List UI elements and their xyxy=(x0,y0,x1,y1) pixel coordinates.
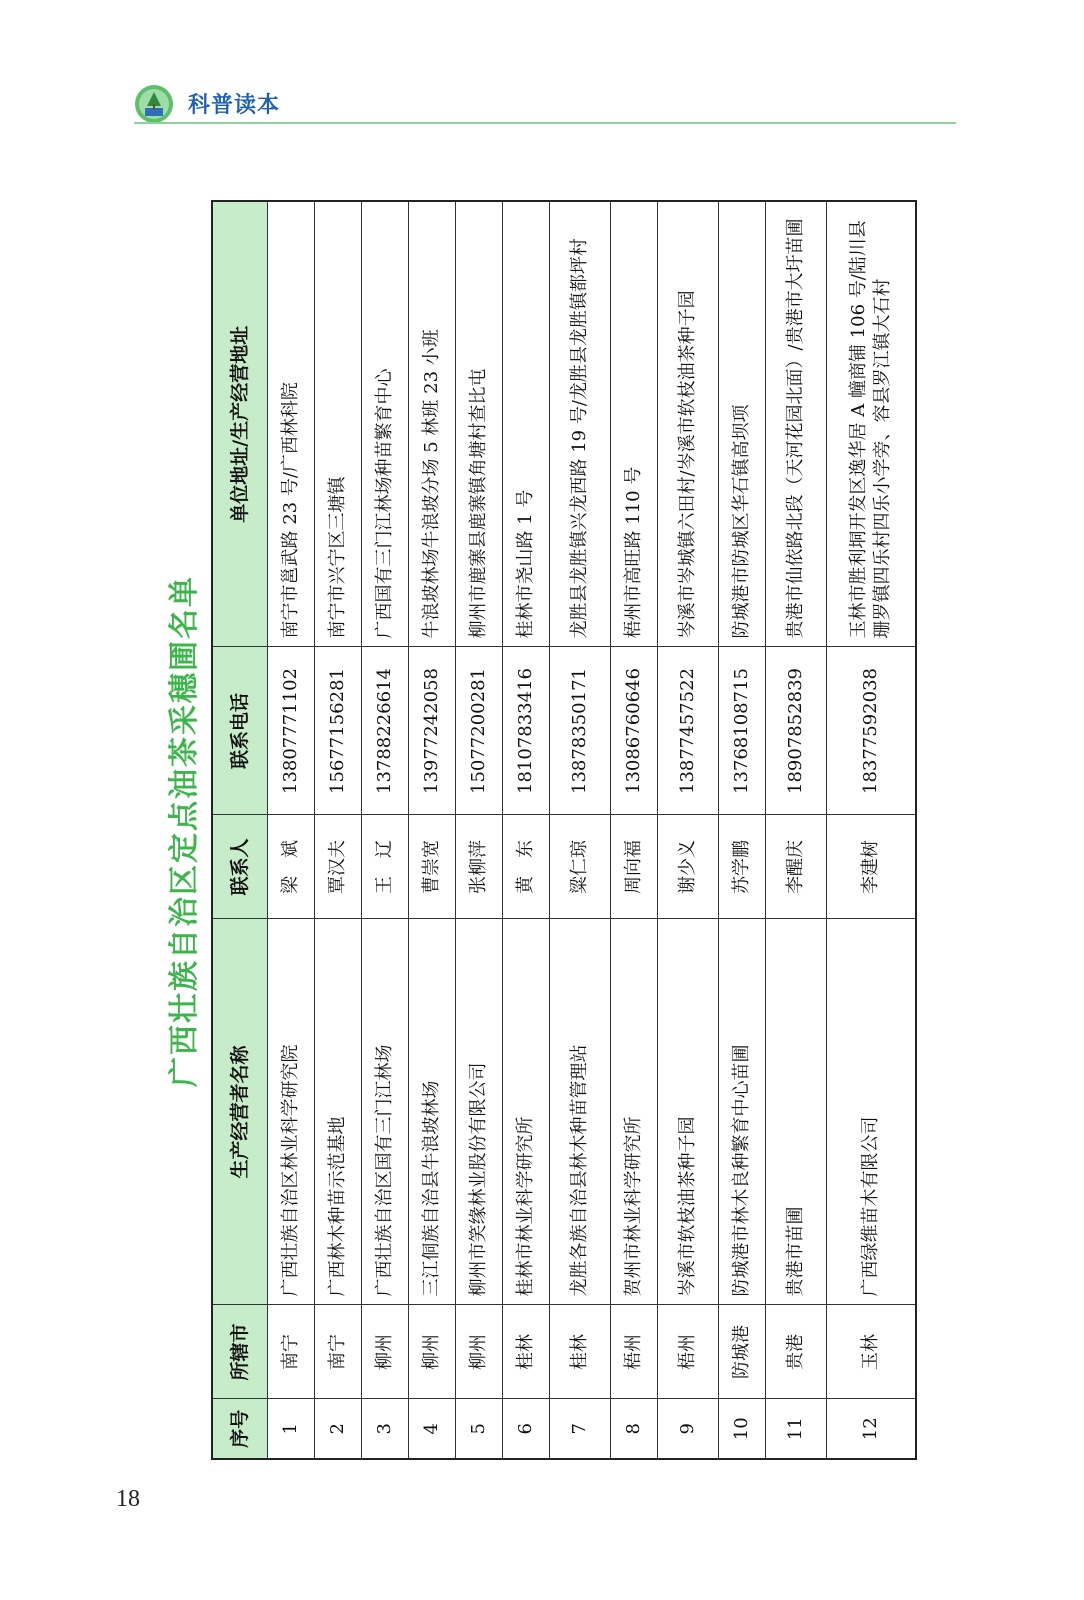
cell-index: 11 xyxy=(766,1399,827,1459)
header-contact: 联系人 xyxy=(212,815,268,919)
cell-name: 贵港市苗圃 xyxy=(766,919,827,1305)
cell-phone: 13807771102 xyxy=(268,647,315,815)
table-row xyxy=(456,201,503,1459)
table-row xyxy=(503,201,550,1459)
cell-index: 3 xyxy=(362,1399,409,1459)
cell-city: 梧州 xyxy=(658,1305,719,1399)
cell-address: 南宁市兴宁区三塘镇 xyxy=(315,201,362,647)
cell-index: 2 xyxy=(315,1399,362,1459)
header-city: 所辖市 xyxy=(212,1305,268,1399)
cell-index: 12 xyxy=(827,1399,917,1459)
table-row xyxy=(409,201,456,1459)
cell-phone: 18907852839 xyxy=(766,647,827,815)
cell-city: 柳州 xyxy=(409,1305,456,1399)
cell-address: 贵港市仙依路北段（天河花园北面）/贵港市大圩苗圃 xyxy=(766,201,827,647)
cell-name: 三江侗族自治县牛浪坡林场 xyxy=(409,919,456,1305)
book-tree-logo-icon xyxy=(134,84,174,124)
cell-address: 玉林市胜利垌开发区逸华居 A 幢商铺 106 号/陆川县珊罗镇四乐村四乐小学旁、容县罗江镇大石村 xyxy=(827,201,917,647)
cell-name: 防城港市林木良种繁育中心苗圃 xyxy=(719,919,766,1305)
page-number: 18 xyxy=(116,1486,140,1512)
cell-phone: 13788226614 xyxy=(362,647,409,815)
cell-name: 广西壮族自治区林业科学研究院 xyxy=(268,919,315,1305)
page-header xyxy=(134,84,954,124)
cell-city: 南宁 xyxy=(315,1305,362,1399)
cell-index: 4 xyxy=(409,1399,456,1459)
cell-name: 龙胜各族自治县林木种苗管理站 xyxy=(550,919,611,1305)
cell-contact: 李建树 xyxy=(827,815,917,919)
cell-name: 岑溪市软枝油茶种子园 xyxy=(658,919,719,1305)
cell-index: 6 xyxy=(503,1399,550,1459)
cell-index: 1 xyxy=(268,1399,315,1459)
header-index: 序号 xyxy=(212,1399,268,1459)
cell-address: 南宁市邕武路 23 号/广西林科院 xyxy=(268,201,315,647)
cell-name: 柳州市笑缘林业股份有限公司 xyxy=(456,919,503,1305)
brand-title: 科普读本 xyxy=(188,93,281,118)
cell-index: 5 xyxy=(456,1399,503,1459)
cell-phone: 13768108715 xyxy=(719,647,766,815)
table-row xyxy=(611,201,658,1459)
header-address: 单位地址/生产经营地址 xyxy=(212,201,268,647)
cell-contact: 粱仁琼 xyxy=(550,815,611,919)
cell-phone: 13977242058 xyxy=(409,647,456,815)
cell-name: 贺州市林业科学研究所 xyxy=(611,919,658,1305)
cell-city: 桂林 xyxy=(503,1305,550,1399)
cell-city: 玉林 xyxy=(827,1305,917,1399)
cell-contact: 李醒庆 xyxy=(766,815,827,919)
cell-contact: 黄 东 xyxy=(503,815,550,919)
cell-address: 牛浪坡林场牛浪坡分场 5 林班 23 小班 xyxy=(409,201,456,647)
cell-city: 南宁 xyxy=(268,1305,315,1399)
cell-phone: 18107833416 xyxy=(503,647,550,815)
cell-index: 8 xyxy=(611,1399,658,1459)
nursery-table xyxy=(211,200,917,1460)
table-header-row xyxy=(212,201,268,1459)
rotated-table-block xyxy=(165,200,959,1462)
cell-address: 广西国有三门江林场种苗繁育中心 xyxy=(362,201,409,647)
table-row xyxy=(550,201,611,1459)
cell-phone: 15677156281 xyxy=(315,647,362,815)
cell-name: 广西林木种苗示范基地 xyxy=(315,919,362,1305)
cell-city: 梧州 xyxy=(611,1305,658,1399)
table-row xyxy=(658,201,719,1459)
cell-address: 岑溪市岑城镇六田村/岑溪市软枝油茶种子园 xyxy=(658,201,719,647)
cell-phone: 13086760646 xyxy=(611,647,658,815)
cell-address: 桂林市尧山路 1 号 xyxy=(503,201,550,647)
cell-address: 防城港市防城区华石镇高坝项 xyxy=(719,201,766,647)
table-row xyxy=(719,201,766,1459)
cell-contact: 曹崇宽 xyxy=(409,815,456,919)
table-row xyxy=(766,201,827,1459)
cell-name: 广西绿维苗木有限公司 xyxy=(827,919,917,1305)
cell-phone: 18377592038 xyxy=(827,647,917,815)
cell-index: 10 xyxy=(719,1399,766,1459)
table-row xyxy=(827,201,917,1459)
cell-city: 柳州 xyxy=(362,1305,409,1399)
cell-city: 柳州 xyxy=(456,1305,503,1399)
table-row xyxy=(315,201,362,1459)
cell-index: 9 xyxy=(658,1399,719,1459)
table-row xyxy=(268,201,315,1459)
header-phone: 联系电话 xyxy=(212,647,268,815)
cell-contact: 梁 斌 xyxy=(268,815,315,919)
cell-index: 7 xyxy=(550,1399,611,1459)
cell-phone: 15077200281 xyxy=(456,647,503,815)
cell-name: 广西壮族自治区国有三门江林场 xyxy=(362,919,409,1305)
cell-address: 梧州市高旺路 110 号 xyxy=(611,201,658,647)
cell-contact: 周向福 xyxy=(611,815,658,919)
cell-name: 桂林市林业科学研究所 xyxy=(503,919,550,1305)
cell-contact: 苏学鹏 xyxy=(719,815,766,919)
table-title: 广西壮族自治区定点油茶采穗圃名单 xyxy=(167,575,202,1087)
cell-contact: 谢少义 xyxy=(658,815,719,919)
cell-city: 贵港 xyxy=(766,1305,827,1399)
cell-contact: 王 辽 xyxy=(362,815,409,919)
cell-phone: 13878350171 xyxy=(550,647,611,815)
cell-city: 防城港 xyxy=(719,1305,766,1399)
table-row xyxy=(362,201,409,1459)
header-divider xyxy=(134,122,956,124)
cell-address: 龙胜县龙胜镇兴龙西路 19 号/龙胜县龙胜镇都坪村 xyxy=(550,201,611,647)
cell-address: 柳州市鹿寨县鹿寨镇角塘村查比屯 xyxy=(456,201,503,647)
cell-phone: 13877457522 xyxy=(658,647,719,815)
cell-contact: 张柳萍 xyxy=(456,815,503,919)
header-name: 生产经营者名称 xyxy=(212,919,268,1305)
cell-contact: 覃汉夫 xyxy=(315,815,362,919)
cell-city: 桂林 xyxy=(550,1305,611,1399)
